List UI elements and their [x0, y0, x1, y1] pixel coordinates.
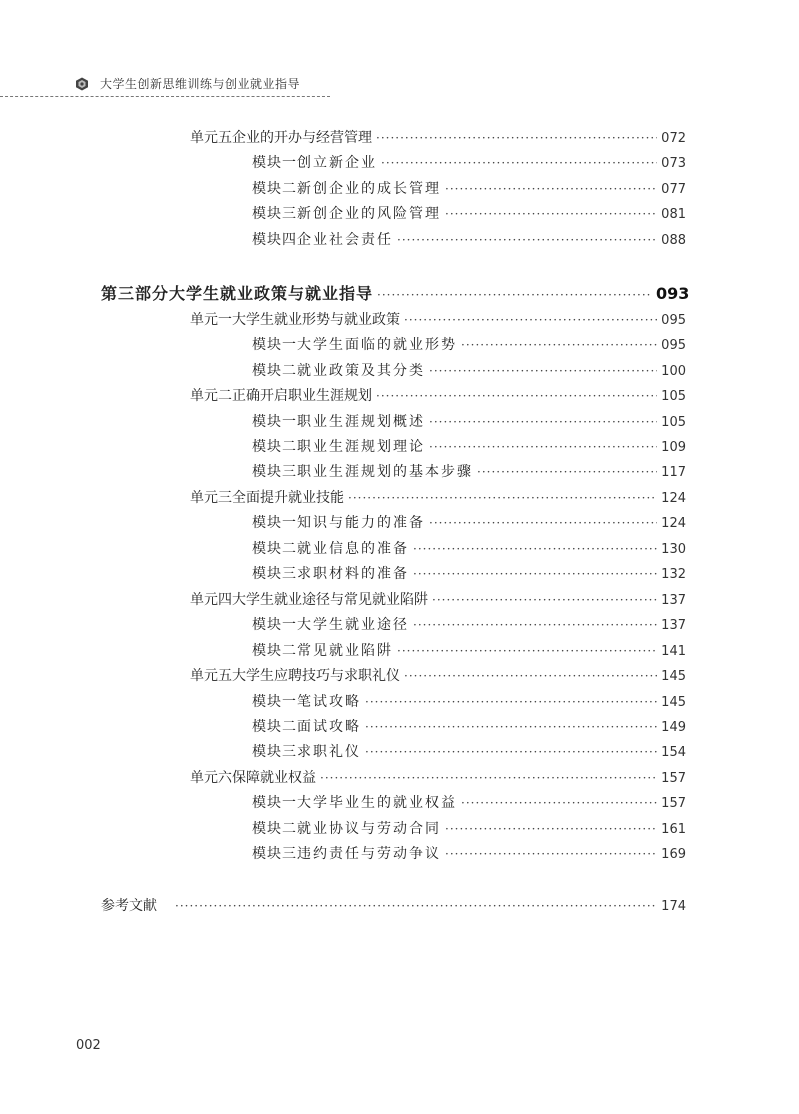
toc-page-number: 132: [661, 567, 686, 582]
toc-module-number: 模块一: [252, 337, 297, 353]
toc-module-entry[interactable]: [252, 360, 686, 382]
toc-module-title: 就业信息的准备: [297, 541, 409, 557]
toc-module-number: 模块二: [252, 719, 297, 735]
toc-module-number: 模块二: [252, 439, 297, 455]
toc-page-number: 174: [661, 899, 686, 914]
toc-module-entry[interactable]: [252, 818, 686, 840]
toc-module-entry[interactable]: [252, 229, 686, 251]
toc-page-number: 141: [661, 644, 686, 659]
toc-page-number: 130: [661, 542, 686, 557]
toc-page-number: 105: [661, 389, 686, 404]
toc-page-number: 145: [661, 669, 686, 684]
toc-leader-dots: [381, 156, 657, 170]
toc-unit-number: 单元六: [190, 770, 232, 786]
toc-page-number: 137: [661, 593, 686, 608]
toc-leader-dots: [429, 415, 657, 429]
toc-module-number: 模块四: [252, 232, 297, 248]
toc-unit-entry[interactable]: [190, 767, 686, 789]
toc-module-entry[interactable]: [252, 640, 686, 662]
toc-leader-dots: [320, 771, 657, 785]
toc-page-number: 072: [661, 131, 686, 146]
toc-module-entry[interactable]: [252, 512, 686, 534]
toc-module-entry[interactable]: [252, 691, 686, 713]
toc-module-title: 就业政策及其分类: [297, 363, 425, 379]
toc-module-entry[interactable]: [252, 152, 686, 174]
toc-leader-dots: [445, 847, 657, 861]
toc-module-title: 职业生涯规划理论: [297, 439, 425, 455]
toc-page-number: 149: [661, 720, 686, 735]
toc-unit-entry[interactable]: [190, 127, 686, 149]
toc-page-number: 117: [661, 465, 686, 480]
toc-module-title: 面试攻略: [297, 719, 361, 735]
toc-leader-dots: [348, 491, 657, 505]
toc-module-title: 违约责任与劳动争议: [297, 846, 441, 862]
toc-leader-dots: [397, 644, 657, 658]
toc-unit-title: 大学生应聘技巧与求职礼仪: [232, 668, 400, 684]
toc-module-entry[interactable]: [252, 411, 686, 433]
toc-module-title: 大学毕业生的就业权益: [297, 795, 457, 811]
toc-page-number: 088: [661, 233, 686, 248]
toc-leader-dots: [376, 131, 657, 145]
toc-unit-title: 保障就业权益: [232, 770, 316, 786]
toc-module-entry[interactable]: [252, 792, 686, 814]
toc-leader-dots: [461, 338, 657, 352]
toc-unit-number: 单元四: [190, 592, 232, 608]
toc-module-number: 模块一: [252, 617, 297, 633]
toc-module-entry[interactable]: [252, 563, 686, 585]
toc-module-entry[interactable]: [252, 538, 686, 560]
toc-module-number: 模块一: [252, 155, 297, 171]
toc-module-title: 企业社会责任: [297, 232, 393, 248]
toc-module-number: 模块一: [252, 515, 297, 531]
toc-leader-dots: [365, 720, 657, 734]
toc-page-number: 073: [661, 156, 686, 171]
toc-module-number: 模块二: [252, 643, 297, 659]
toc-page-number: 109: [661, 440, 686, 455]
toc-leader-dots: [413, 542, 657, 556]
toc-page-number: 161: [661, 822, 686, 837]
toc-leader-dots: [377, 288, 652, 302]
toc-module-number: 模块一: [252, 414, 297, 430]
toc-module-title: 求职礼仪: [297, 744, 361, 760]
toc-page-number: 105: [661, 415, 686, 430]
toc-module-title: 常见就业陷阱: [297, 643, 393, 659]
toc-module-title: 大学生就业途径: [297, 617, 409, 633]
toc-page-number: 157: [661, 796, 686, 811]
toc-unit-title: 企业的开办与经营管理: [232, 130, 372, 146]
toc-module-entry[interactable]: [252, 178, 686, 200]
toc-module-title: 就业协议与劳动合同: [297, 821, 441, 837]
toc-page-number: 093: [656, 284, 690, 303]
toc-module-entry[interactable]: [252, 334, 686, 356]
toc-module-title: 创立新企业: [297, 155, 377, 171]
toc-unit-title: 大学生就业形势与就业政策: [232, 312, 400, 328]
toc-module-entry[interactable]: [252, 741, 686, 763]
toc-leader-dots: [365, 695, 657, 709]
toc-unit-title: 正确开启职业生涯规划: [232, 388, 372, 404]
toc-leader-dots: [365, 745, 657, 759]
toc-module-entry[interactable]: [252, 461, 686, 483]
toc-leader-dots: [397, 233, 657, 247]
toc-part-title: 大学生就业政策与就业指导: [169, 284, 374, 303]
toc-module-title: 新创企业的风险管理: [297, 206, 441, 222]
toc-unit-entry[interactable]: [190, 309, 686, 331]
toc-leader-dots: [429, 364, 657, 378]
running-header: [0, 74, 330, 97]
toc-leader-dots: [445, 822, 657, 836]
toc-module-entry[interactable]: [252, 843, 686, 865]
toc-page-number: 169: [661, 847, 686, 862]
toc-leader-dots: [429, 516, 657, 530]
toc-module-entry[interactable]: [252, 203, 686, 225]
toc-part-entry[interactable]: [101, 281, 688, 303]
toc-unit-entry[interactable]: [190, 385, 686, 407]
toc-leader-dots: [413, 618, 657, 632]
toc-module-title: 求职材料的准备: [297, 566, 409, 582]
toc-leader-dots: [461, 796, 657, 810]
toc-leader-dots: [413, 567, 657, 581]
toc-module-title: 职业生涯规划概述: [297, 414, 425, 430]
toc-module-number: 模块二: [252, 821, 297, 837]
toc-page-number: 081: [661, 207, 686, 222]
toc-module-number: 模块二: [252, 181, 297, 197]
toc-module-entry[interactable]: [252, 436, 686, 458]
toc-module-number: 模块三: [252, 744, 297, 760]
toc-unit-number: 单元二: [190, 388, 232, 404]
toc-unit-number: 单元五: [190, 130, 232, 146]
toc-unit-number: 单元五: [190, 668, 232, 684]
toc-leader-dots: [175, 899, 657, 913]
toc-references-entry[interactable]: [101, 895, 686, 917]
toc-unit-title: 全面提升就业技能: [232, 490, 344, 506]
toc-page-number: 145: [661, 695, 686, 710]
toc-module-title: 新创企业的成长管理: [297, 181, 441, 197]
toc-unit-number: 单元三: [190, 490, 232, 506]
book-emblem-icon: [75, 77, 89, 91]
toc-module-number: 模块三: [252, 206, 297, 222]
toc-unit-entry[interactable]: [190, 589, 686, 611]
toc-page-number: 137: [661, 618, 686, 633]
toc-page-number: 100: [661, 364, 686, 379]
toc-leader-dots: [429, 440, 657, 454]
toc-part-number: 第三部分: [101, 284, 170, 303]
page-number: 002: [76, 1038, 101, 1053]
toc-module-title: 职业生涯规划的基本步骤: [297, 464, 473, 480]
toc-module-number: 模块一: [252, 694, 297, 710]
toc-unit-entry[interactable]: [190, 487, 686, 509]
toc-module-number: 模块三: [252, 566, 297, 582]
toc-unit-number: 单元一: [190, 312, 232, 328]
toc-module-entry[interactable]: [252, 614, 686, 636]
toc-page-number: 157: [661, 771, 686, 786]
toc-page-number: 124: [661, 516, 686, 531]
toc-module-entry[interactable]: [252, 716, 686, 738]
toc-module-title: 知识与能力的准备: [297, 515, 425, 531]
toc-module-title: 大学生面临的就业形势: [297, 337, 457, 353]
toc-leader-dots: [445, 207, 657, 221]
toc-module-title: 笔试攻略: [297, 694, 361, 710]
toc-references-title: 参考文献: [101, 898, 157, 914]
toc-page-number: 095: [661, 338, 686, 353]
toc-unit-entry[interactable]: [190, 665, 686, 687]
toc-module-number: 模块二: [252, 541, 297, 557]
running-header-title: 大学生创新思维训练与创业就业指导: [100, 77, 301, 91]
toc-unit-title: 大学生就业途径与常见就业陷阱: [232, 592, 428, 608]
toc-module-number: 模块三: [252, 846, 297, 862]
toc-leader-dots: [445, 182, 657, 196]
toc-module-number: 模块一: [252, 795, 297, 811]
toc-page-number: 124: [661, 491, 686, 506]
toc-leader-dots: [432, 593, 657, 607]
toc-page-number: 077: [661, 182, 686, 197]
toc-module-number: 模块三: [252, 464, 297, 480]
toc-leader-dots: [404, 313, 657, 327]
toc-leader-dots: [404, 669, 657, 683]
toc-page-number: 154: [661, 745, 686, 760]
toc-module-number: 模块二: [252, 363, 297, 379]
toc-leader-dots: [477, 465, 657, 479]
toc-leader-dots: [376, 389, 657, 403]
toc-page-number: 095: [661, 313, 686, 328]
